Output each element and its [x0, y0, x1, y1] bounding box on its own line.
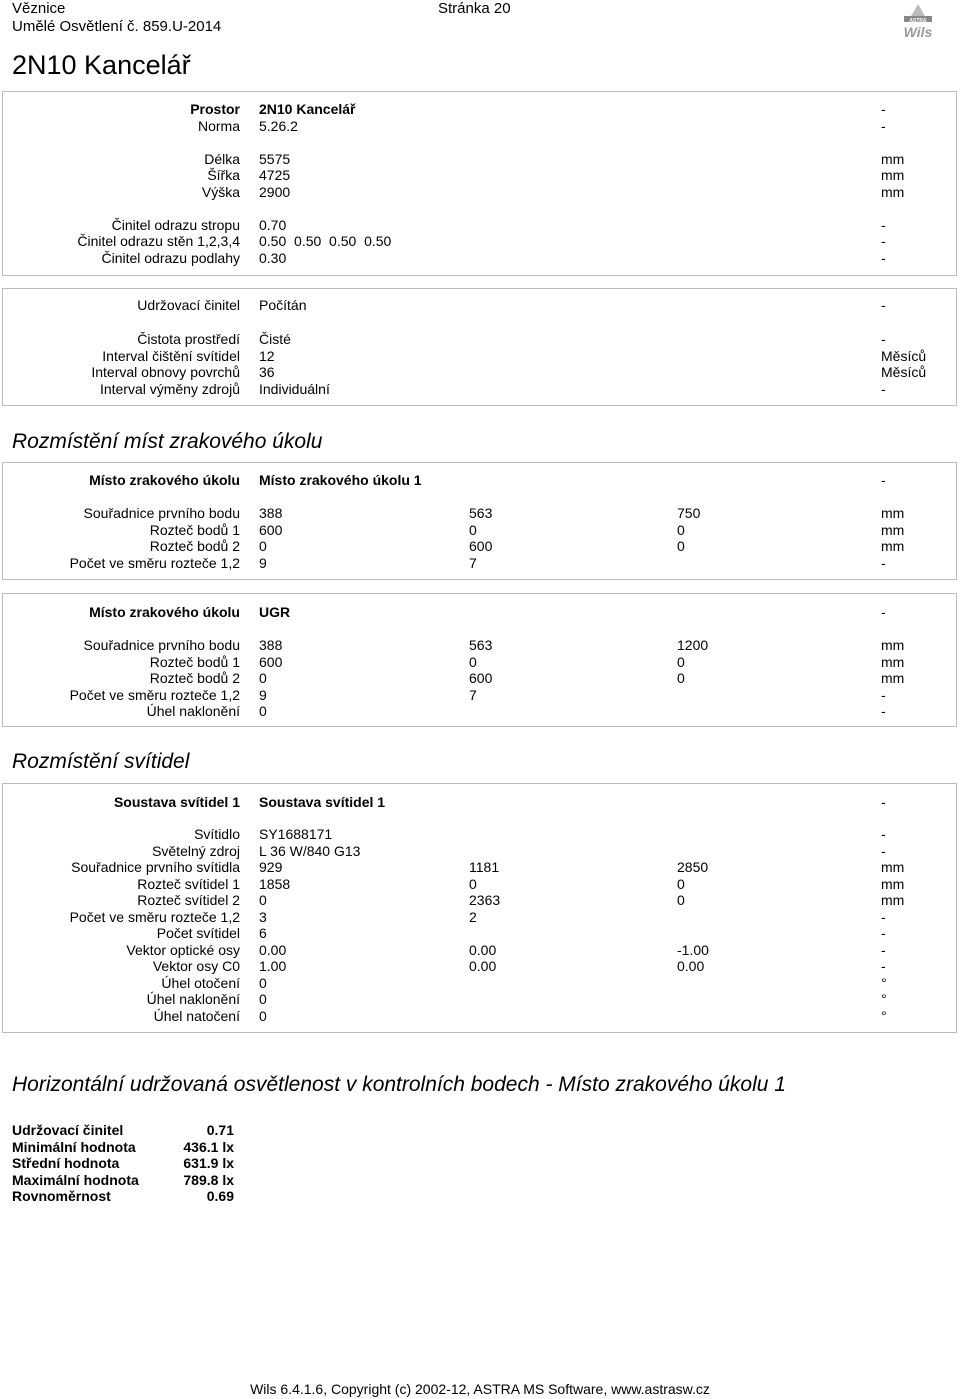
room-value-delka: 5575 — [259, 151, 291, 167]
task1-v1-0: 388 — [259, 505, 283, 521]
task1-unit-0: mm — [881, 505, 905, 521]
task2-label-4: Úhel naklonění — [146, 703, 240, 719]
lum-v2-5: 2 — [469, 909, 477, 925]
page-title: 2N10 Kancelář — [12, 50, 191, 80]
maint-unit-vymena: - — [881, 381, 886, 397]
room-label-steny: Činitel odrazu stěn 1,2,3,4 — [77, 233, 240, 249]
task1-v2-2: 600 — [469, 538, 493, 554]
task1-v3-1: 0 — [677, 522, 685, 538]
lum-v3-7: -1.00 — [677, 942, 709, 958]
lum-v1-10: 0 — [259, 991, 267, 1007]
room-value-strop: 0.70 — [259, 217, 287, 233]
room-unit-strop: - — [881, 217, 886, 233]
lum-unit-6: - — [881, 925, 886, 941]
task1-v3-0: 750 — [677, 505, 701, 521]
project-subtitle: Umělé Osvětlení č. 859.U-2014 — [12, 18, 222, 35]
result-label-0: Udržovací činitel — [12, 1122, 124, 1138]
lum-label-8: Vektor osy C0 — [152, 958, 240, 974]
room-value-vyska: 2900 — [259, 184, 291, 200]
lum-v1-3: 1858 — [259, 876, 291, 892]
task2-v2-3: 7 — [469, 687, 477, 703]
logo-wils-text: Wils — [903, 24, 933, 40]
lum-v1-8: 1.00 — [259, 958, 287, 974]
task2-v2-0: 563 — [469, 637, 493, 653]
room-unit-sirka: mm — [881, 167, 905, 183]
lum-unit-5: - — [881, 909, 886, 925]
task1-v3-2: 0 — [677, 538, 685, 554]
task1-unit-1: mm — [881, 522, 905, 538]
lum-v1-11: 0 — [259, 1008, 267, 1024]
room-value-norma: 5.26.2 — [259, 118, 298, 134]
room-label-sirka: Šířka — [207, 167, 240, 183]
lum-unit-1: - — [881, 843, 886, 859]
project-name: Věznice — [12, 0, 66, 17]
room-value-sirka: 4725 — [259, 167, 291, 183]
task1-v1-1: 600 — [259, 522, 283, 538]
lum-unit-7: - — [881, 942, 886, 958]
task2-unit-3: - — [881, 687, 886, 703]
task2-v1-0: 388 — [259, 637, 283, 653]
room-value-podlaha: 0.30 — [259, 250, 287, 266]
task2-label-2: Rozteč bodů 2 — [149, 670, 240, 686]
task2-v2-1: 0 — [469, 654, 477, 670]
task2-head-value: UGR — [259, 604, 291, 620]
task2-label-1: Rozteč bodů 1 — [149, 654, 240, 670]
logo-astra-text: ASTRA — [909, 18, 927, 24]
lum-v1-9: 0 — [259, 975, 267, 991]
result-label-4: Rovnoměrnost — [12, 1188, 111, 1204]
lum-v1-7: 0.00 — [259, 942, 287, 958]
result-value-2: 631.9 lx — [183, 1155, 234, 1171]
task2-v3-1: 0 — [677, 654, 685, 670]
maint-unit-cistota: - — [881, 331, 886, 347]
lum-label-9: Úhel otočení — [161, 975, 240, 991]
task1-v2-3: 7 — [469, 555, 477, 571]
maint-value-cisteni: 12 — [259, 348, 275, 364]
maint-unit-obnova: Měsíců — [881, 364, 927, 380]
lum-v2-7: 0.00 — [469, 942, 497, 958]
task2-v3-0: 1200 — [677, 637, 709, 653]
task1-label-1: Rozteč bodů 1 — [149, 522, 240, 538]
room-label-podlaha: Činitel odrazu podlahy — [101, 250, 240, 266]
lum-v3-3: 0 — [677, 876, 685, 892]
lum-unit-8: - — [881, 958, 886, 974]
task2-v1-3: 9 — [259, 687, 267, 703]
room-label-strop: Činitel odrazu stropu — [111, 217, 240, 233]
lum-v2-2: 1181 — [469, 859, 500, 875]
lum-label-2: Souřadnice prvního svítidla — [71, 859, 240, 875]
lum-v2-3: 0 — [469, 876, 477, 892]
task2-v3-2: 0 — [677, 670, 685, 686]
lum-v1-4: 0 — [259, 892, 267, 908]
task1-unit-2: mm — [881, 538, 905, 554]
lum-head-unit: - — [881, 794, 886, 810]
task2-v1-1: 600 — [259, 654, 283, 670]
lum-v2-8: 0.00 — [469, 958, 497, 974]
page-header-left — [12, 0, 221, 36]
result-value-1: 436.1 lx — [183, 1139, 234, 1155]
lum-label-0: Svítidlo — [194, 826, 240, 842]
room-table — [2, 91, 957, 276]
maint-label-factor: Udržovací činitel — [137, 297, 240, 313]
task1-v2-0: 563 — [469, 505, 493, 521]
lum-unit-0: - — [881, 826, 886, 842]
task2-label-0: Souřadnice prvního bodu — [83, 637, 240, 653]
lum-label-5: Počet ve směru rozteče 1,2 — [69, 909, 240, 925]
lum-unit-4: mm — [881, 892, 905, 908]
lum-label-7: Vektor optické osy — [126, 942, 240, 958]
maintenance-table — [2, 288, 957, 406]
maint-value-obnova: 36 — [259, 364, 275, 380]
lum-label-1: Světelný zdroj — [152, 843, 240, 859]
room-unit-steny: - — [881, 233, 886, 249]
result-value-3: 789.8 lx — [183, 1172, 234, 1188]
lum-v2-4: 2363 — [469, 892, 501, 908]
task2-unit-0: mm — [881, 637, 905, 653]
maint-label-cisteni: Interval čištění svítidel — [102, 348, 240, 364]
lum-head-value: Soustava svítidel 1 — [259, 794, 386, 810]
lum-unit-2: mm — [881, 859, 905, 875]
lum-unit-10: ° — [881, 991, 887, 1007]
task2-unit-2: mm — [881, 670, 905, 686]
task2-unit-4: - — [881, 703, 886, 719]
task1-label-2: Rozteč bodů 2 — [149, 538, 240, 554]
task2-label-3: Počet ve směru rozteče 1,2 — [69, 687, 240, 703]
lum-label-3: Rozteč svítidel 1 — [137, 876, 240, 892]
task2-v1-2: 0 — [259, 670, 267, 686]
lum-v3-8: 0.00 — [677, 958, 705, 974]
lum-label-11: Úhel natočení — [153, 1008, 240, 1024]
lum-v3-4: 0 — [677, 892, 685, 908]
task1-head-label: Místo zrakového úkolu — [89, 472, 240, 488]
result-label-3: Maximální hodnota — [12, 1172, 139, 1188]
room-label-delka: Délka — [204, 151, 240, 167]
wils-logo — [896, 2, 940, 40]
room-label-vyska: Výška — [201, 184, 240, 200]
result-label-1: Minimální hodnota — [12, 1139, 136, 1155]
lum-v1-5: 3 — [259, 909, 267, 925]
result-label-2: Střední hodnota — [12, 1155, 120, 1171]
lum-label-4: Rozteč svítidel 2 — [137, 892, 240, 908]
lum-unit-9: ° — [881, 975, 887, 991]
maint-unit-cisteni: Měsíců — [881, 348, 927, 364]
maint-value-vymena: Individuální — [259, 381, 330, 397]
lum-unit-11: ° — [881, 1008, 887, 1024]
maint-label-vymena: Interval výměny zdrojů — [99, 381, 240, 397]
room-unit-vyska: mm — [881, 184, 905, 200]
lum-v1-0: SY1688171 — [259, 826, 333, 842]
task1-table — [2, 462, 957, 580]
maint-label-obnova: Interval obnovy povrchů — [91, 364, 240, 380]
room-value-prostor: 2N10 Kancelář — [259, 101, 356, 117]
task1-head-unit: - — [881, 472, 886, 488]
maint-label-cistota: Čistota prostředí — [137, 331, 240, 347]
lum-label-10: Úhel naklonění — [146, 991, 240, 1007]
task1-head-value: Místo zrakového úkolu 1 — [259, 472, 422, 488]
task2-table — [2, 593, 957, 727]
lum-v3-2: 2850 — [677, 859, 709, 875]
section-title-tasks: Rozmístění míst zrakového úkolu — [12, 430, 323, 453]
task2-unit-1: mm — [881, 654, 905, 670]
section-title-luminaires: Rozmístění svítidel — [12, 750, 190, 773]
page-number: Stránka 20 — [438, 0, 511, 17]
room-label-norma: Norma — [197, 118, 240, 134]
task1-v1-2: 0 — [259, 538, 267, 554]
task2-head-unit: - — [881, 604, 886, 620]
maint-value-cistota: Čisté — [259, 331, 291, 347]
maint-value-factor: Počítán — [259, 297, 307, 313]
lum-label-6: Počet svítidel — [156, 925, 240, 941]
task1-label-0: Souřadnice prvního bodu — [83, 505, 240, 521]
lum-v1-6: 6 — [259, 925, 267, 941]
room-label-prostor: Prostor — [190, 101, 240, 117]
task1-v1-3: 9 — [259, 555, 267, 571]
page-footer: Wils 6.4.1.6, Copyright (c) 2002-12, ASTRA MS Software, www.astrasw.cz — [250, 1381, 710, 1397]
room-unit-podlaha: - — [881, 250, 886, 266]
room-value-steny: 0.50 0.50 0.50 0.50 — [259, 233, 392, 249]
room-unit-norma: - — [881, 118, 886, 134]
lum-v1-2: 929 — [259, 859, 283, 875]
lum-head-label: Soustava svítidel 1 — [113, 794, 240, 810]
task2-head-label: Místo zrakového úkolu — [89, 604, 240, 620]
room-unit-prostor: - — [881, 101, 886, 117]
result-value-4: 0.69 — [206, 1188, 234, 1204]
lum-unit-3: mm — [881, 876, 905, 892]
lum-v1-1: L 36 W/840 G13 — [259, 843, 361, 859]
task1-v2-1: 0 — [469, 522, 477, 538]
luminaires-table — [2, 783, 957, 1033]
maint-unit-factor: - — [881, 297, 886, 313]
task2-v1-4: 0 — [259, 703, 267, 719]
task1-label-3: Počet ve směru rozteče 1,2 — [69, 555, 240, 571]
section-title-results: Horizontální udržovaná osvětlenost v kontrolních bodech - Místo zrakového úkolu 1 — [12, 1073, 786, 1096]
task2-v2-2: 600 — [469, 670, 493, 686]
result-value-0: 0.71 — [206, 1122, 234, 1138]
task1-unit-3: - — [881, 555, 886, 571]
room-unit-delka: mm — [881, 151, 905, 167]
